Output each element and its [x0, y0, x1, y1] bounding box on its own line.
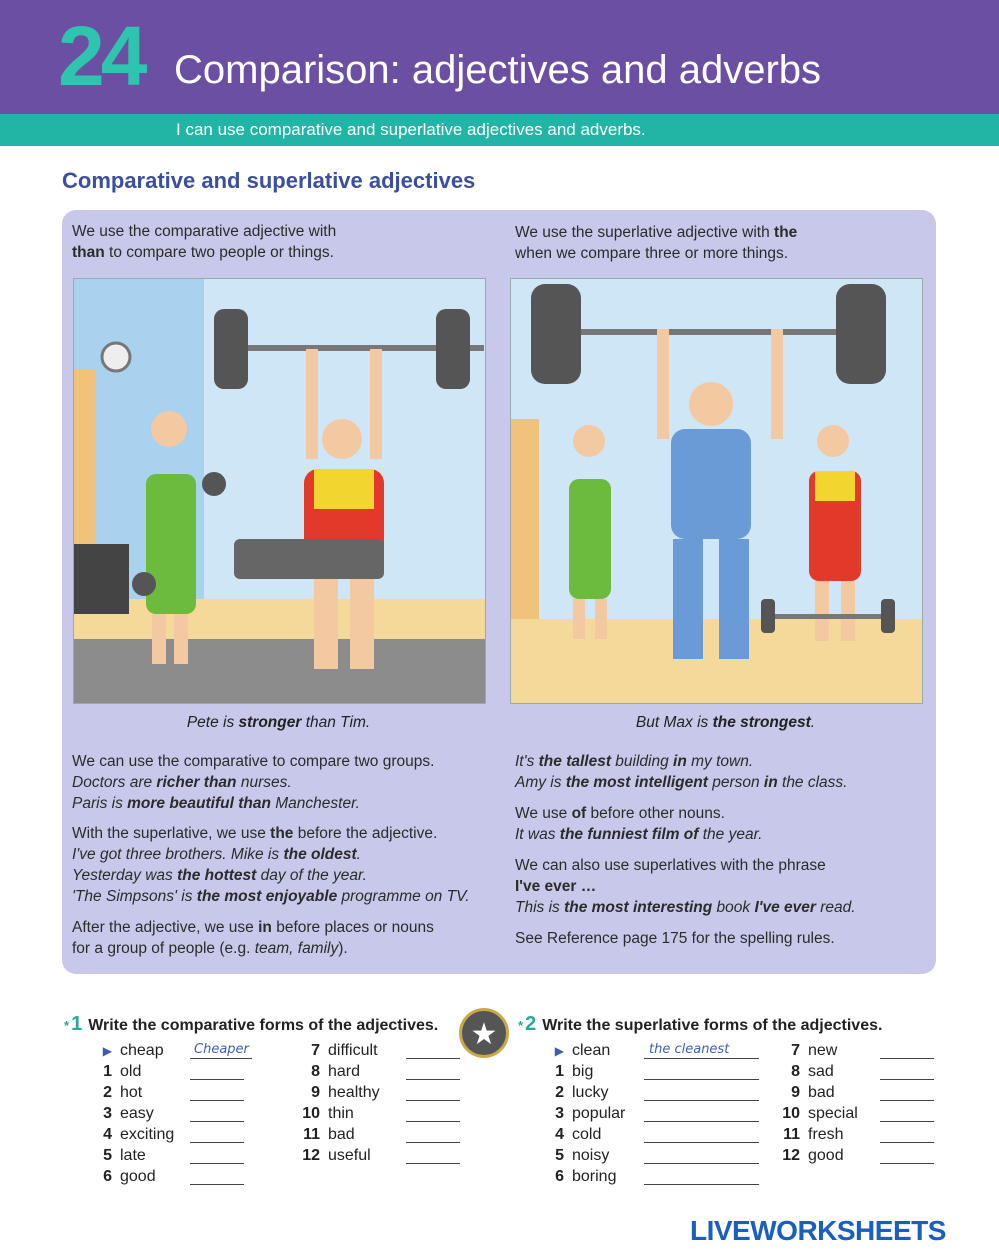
answer-blank[interactable]	[880, 1082, 934, 1101]
exercise-2-example: ▶ clean	[544, 1040, 610, 1061]
exercise-item	[544, 1082, 608, 1103]
exercise-item	[92, 1103, 154, 1124]
item-word: old	[120, 1063, 142, 1080]
exercise-2-heading: * 2 Write the superlative forms of the adjectives.	[518, 1013, 883, 1035]
answer-blank[interactable]	[406, 1061, 460, 1080]
item-word: thin	[328, 1105, 354, 1122]
item-word: sad	[808, 1063, 834, 1080]
caption-left: Pete is stronger than Tim.	[186, 714, 371, 731]
item-number: 7	[791, 1042, 800, 1059]
star-icon: *	[64, 1018, 70, 1033]
triangle-arrow-icon: ▶	[554, 1044, 564, 1058]
item-word: cold	[572, 1126, 602, 1143]
left-intro: We use the comparative adjective with than to compare two people or things.	[72, 223, 337, 261]
answer-blank[interactable]	[190, 1103, 244, 1122]
item-number: 2	[103, 1084, 112, 1101]
objective-text: I can use comparative and superlative adjectives and adverbs.	[176, 120, 646, 139]
exercise-number: 2	[525, 1013, 537, 1035]
unit-number: 24	[58, 9, 144, 103]
item-number: 9	[791, 1084, 800, 1101]
item-number: 2	[555, 1084, 564, 1101]
answer-blank[interactable]	[406, 1124, 460, 1143]
right-of-block: We use of before other nouns. It was the funniest film of the year.	[515, 805, 763, 843]
exercise-item	[780, 1040, 837, 1061]
item-number: 11	[783, 1126, 800, 1143]
exercise-item	[92, 1166, 156, 1187]
answer-blank[interactable]	[190, 1124, 244, 1143]
item-word: special	[808, 1105, 858, 1122]
left-groups-block: We can use the comparative to compare two groups. Doctors are richer than nurses. Paris is more beautiful than Manchester.	[72, 753, 435, 812]
answer-blank[interactable]	[406, 1082, 460, 1101]
reference-note: See Reference page 175 for the spelling rules.	[515, 930, 835, 947]
answer-blank[interactable]	[190, 1166, 244, 1185]
item-number: 10	[302, 1105, 320, 1122]
item-word: hard	[328, 1063, 361, 1080]
right-ever-block: We can also use superlatives with the phrase I've ever … This is the most interesting book I've ever read.	[515, 857, 856, 916]
exercise-item	[544, 1103, 625, 1124]
item-number: 5	[555, 1147, 564, 1164]
caption-right: But Max is the strongest.	[635, 714, 816, 731]
exercise-item	[544, 1124, 601, 1145]
exercise-item	[300, 1124, 355, 1145]
left-superlative-block: With the superlative, we use the before the adjective. I've got three brothers. Mike is the oldest. Yesterday was the hottest day of the year. 'The Simpsons' is the most enjoyable programme on TV.	[72, 825, 470, 905]
exercise-item	[92, 1061, 141, 1082]
objective-bar	[0, 114, 999, 146]
item-number: 5	[103, 1147, 112, 1164]
answer-blank[interactable]	[880, 1040, 934, 1059]
exercise-1-heading: * 1 Write the comparative forms of the adjectives.	[64, 1013, 439, 1035]
exercise-item	[544, 1145, 609, 1166]
exercise-item	[300, 1061, 360, 1082]
exercise-item	[780, 1082, 835, 1103]
exercise-item	[300, 1040, 378, 1061]
item-word: popular	[572, 1105, 626, 1122]
item-number: 1	[103, 1063, 112, 1080]
answer-blank[interactable]	[880, 1145, 934, 1164]
exercise-item	[92, 1145, 146, 1166]
right-tallest-block: It's the tallest building in my town. Amy is the most intelligent person in the class.	[515, 753, 848, 791]
item-number: 10	[782, 1105, 800, 1122]
exercise-1-example: ▶ cheap	[92, 1040, 164, 1061]
item-word: healthy	[328, 1084, 380, 1101]
item-number: 12	[782, 1147, 800, 1164]
exercise-item	[780, 1061, 834, 1082]
item-word: good	[120, 1168, 156, 1185]
exercise-item	[544, 1061, 593, 1082]
item-number: 1	[555, 1063, 564, 1080]
item-word: bad	[328, 1126, 355, 1143]
answer-blank[interactable]	[644, 1103, 759, 1122]
triangle-arrow-icon: ▶	[102, 1044, 112, 1058]
item-number: 3	[103, 1105, 112, 1122]
item-word: new	[808, 1042, 838, 1059]
answer-blank[interactable]	[644, 1145, 759, 1164]
exercise-item	[780, 1124, 844, 1145]
exercise-item	[544, 1166, 616, 1187]
item-word: noisy	[572, 1147, 610, 1164]
answer-blank[interactable]	[190, 1082, 244, 1101]
star-icon: *	[518, 1018, 524, 1033]
answer-blank[interactable]	[190, 1061, 244, 1080]
item-word: lucky	[572, 1084, 609, 1101]
left-in-block: After the adjective, we use in before places or nouns for a group of people (e.g. team, family).	[72, 919, 434, 957]
item-word: exciting	[120, 1126, 175, 1143]
illustration-max-strongest	[510, 278, 923, 704]
exercise-item	[300, 1103, 354, 1124]
item-number: 11	[303, 1126, 320, 1143]
item-number: 6	[103, 1168, 112, 1185]
answer-blank[interactable]	[880, 1124, 934, 1143]
answer-blank[interactable]	[644, 1082, 759, 1101]
item-number: 4	[555, 1126, 564, 1143]
answer-blank[interactable]	[880, 1061, 934, 1080]
item-number: 7	[311, 1042, 320, 1059]
right-intro: We use the superlative adjective with the when we compare three or more things.	[515, 224, 798, 262]
illustration-pete-and-tim	[73, 278, 486, 704]
unit-header	[0, 0, 999, 114]
item-number: 9	[311, 1084, 320, 1101]
item-word: big	[572, 1063, 594, 1080]
answer-blank[interactable]	[644, 1124, 759, 1143]
exercise-item	[92, 1082, 142, 1103]
answer-blank[interactable]	[406, 1103, 460, 1122]
item-word: fresh	[808, 1126, 844, 1143]
liveworksheets-logo: LIVEWORKSHEETS	[690, 1215, 946, 1246]
item-number: 3	[555, 1105, 564, 1122]
item-word: easy	[120, 1105, 154, 1122]
example-answer: Cheaper	[194, 1042, 249, 1057]
item-number: 4	[103, 1126, 112, 1143]
item-number: 8	[791, 1063, 800, 1080]
item-word: late	[120, 1147, 146, 1164]
item-word: hot	[120, 1084, 143, 1101]
item-number: 6	[555, 1168, 564, 1185]
item-word: bad	[808, 1084, 835, 1101]
exercise-item	[300, 1145, 371, 1166]
item-number: 8	[311, 1063, 320, 1080]
item-word: good	[808, 1147, 844, 1164]
item-word: difficult	[328, 1042, 378, 1059]
exercise-number: 1	[71, 1013, 83, 1035]
item-word: useful	[328, 1147, 371, 1164]
answer-blank[interactable]	[406, 1040, 460, 1059]
answer-blank[interactable]	[190, 1145, 244, 1164]
exercise-item	[300, 1082, 380, 1103]
item-word: boring	[572, 1168, 617, 1185]
item-number: 12	[302, 1147, 320, 1164]
section-title: Comparative and superlative adjectives	[62, 168, 476, 193]
example-answer: the cleanest	[649, 1042, 730, 1057]
exercise-item	[780, 1103, 858, 1124]
answer-blank[interactable]	[880, 1103, 934, 1122]
exercise-item	[92, 1124, 174, 1145]
answer-blank[interactable]	[406, 1145, 460, 1164]
exercise-item	[780, 1145, 844, 1166]
answer-blank[interactable]	[644, 1061, 759, 1080]
unit-title: Comparison: adjectives and adverbs	[174, 48, 822, 92]
answer-blank[interactable]	[644, 1166, 759, 1185]
star-badge-icon[interactable]: ★	[459, 1008, 509, 1058]
